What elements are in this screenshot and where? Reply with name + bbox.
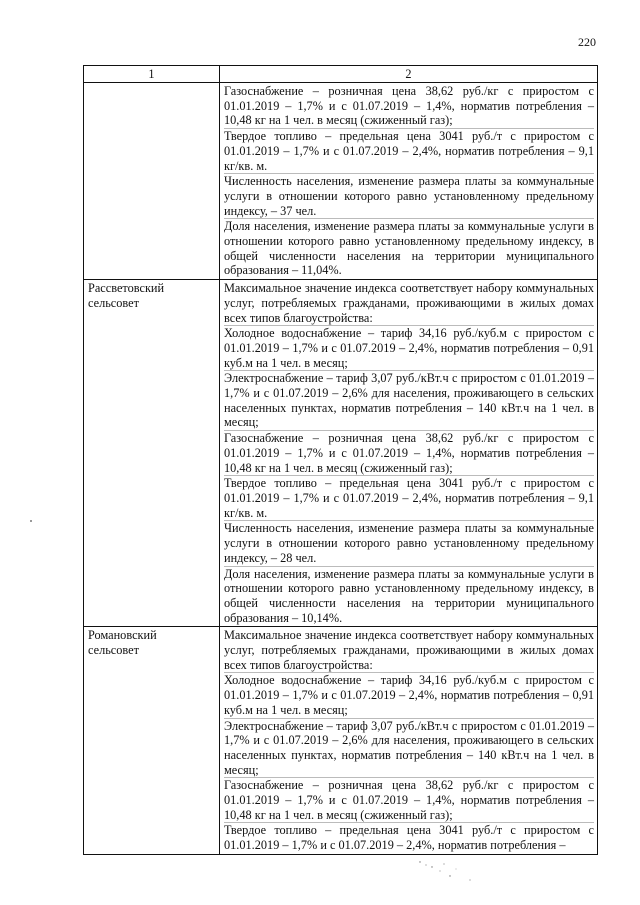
paragraph-max-index: Максимальное значение индекса соответствует набору коммунальных услуг, потребляемых гражданами, проживающими в жилых домах всех типов благоустройства: — [224, 628, 594, 672]
municipality-name-line: Романовский — [88, 628, 157, 643]
paragraph-gas: Газоснабжение – розничная цена 38,62 руб./кг с приростом с 01.01.2019 – 1,7% и с 01.07.2019 – 1,4%, норматив потребления – 10,48 кг на 1 чел. в месяц (сжиженный газ); — [224, 84, 594, 128]
index-description-cell — [220, 83, 598, 280]
table-row — [84, 83, 598, 280]
index-description-cell — [220, 280, 598, 627]
paragraph-population-share: Доля населения, изменение размера платы за коммунальные услуги в отношении которого равно установленному предельному индексу, в общей численности населения на территории муниципального образования – 11,04%. — [224, 219, 594, 278]
paragraph-population-count: Численность населения, изменение размера платы за коммунальные услуги в отношении которого равно установленному предельному индексу, – 37 чел. — [224, 174, 594, 218]
paragraph-gas: Газоснабжение – розничная цена 38,62 руб./кг с приростом с 01.01.2019 – 1,7% и с 01.07.2019 – 1,4%, норматив потребления – 10,48 кг на 1 чел. в месяц (сжиженный газ); — [224, 431, 594, 475]
column-header-1: 1 — [84, 66, 220, 83]
paragraph-population-count: Численность населения, изменение размера платы за коммунальные услуги в отношении которого равно установленному предельному индексу, – 28 чел. — [224, 521, 594, 565]
paragraph-electricity: Электроснабжение – тариф 3,07 руб./кВт.ч с приростом с 01.01.2019 – 1,7% и с 01.07.2019 – 2,6% для населения, проживающего в сельских населенных пунктах, норматив потребления – 140 кВт.ч на 1 чел. в месяц; — [224, 371, 594, 430]
column-header-2: 2 — [220, 66, 598, 83]
paragraph-electricity: Электроснабжение – тариф 3,07 руб./кВт.ч с приростом с 01.01.2019 – 1,7% и с 01.07.2019 – 2,6% для населения, проживающего в сельских населенных пунктах, норматив потребления – 140 кВт.ч на 1 чел. в месяц; — [224, 718, 594, 777]
table-row — [84, 280, 598, 627]
municipality-type-line: сельсовет — [88, 295, 139, 310]
table-header-row — [84, 66, 598, 83]
paragraph-population-share: Доля населения, изменение размера платы за коммунальные услуги в отношении которого равно установленному предельному индексу, в общей численности населения на территории муниципального образования – 10,14%. — [224, 566, 594, 625]
document-table — [83, 65, 598, 855]
municipality-name-cell — [84, 627, 220, 855]
paragraph-solid-fuel: Твердое топливо – предельная цена 3041 руб./т с приростом с 01.01.2019 – 1,7% и с 01.07.2019 – 2,4%, норматив потребления – 9,1 кг/кв. м. — [224, 476, 594, 520]
paragraph-max-index: Максимальное значение индекса соответствует набору коммунальных услуг, потребляемых гражданами, проживающими в жилых домах всех типов благоустройства: — [224, 281, 594, 325]
paragraph-gas: Газоснабжение – розничная цена 38,62 руб./кг с приростом с 01.01.2019 – 1,7% и с 01.07.2019 – 1,4%, норматив потребления – 10,48 кг на 1 чел. в месяц (сжиженный газ); — [224, 778, 594, 822]
table-row — [84, 627, 598, 855]
paragraph-solid-fuel: Твердое топливо – предельная цена 3041 руб./т с приростом с 01.01.2019 – 1,7% и с 01.07.2019 – 2,4%, норматив потребления – 9,1 кг/кв. м. — [224, 129, 594, 173]
municipality-name-cell — [84, 83, 220, 280]
paragraph-cold-water: Холодное водоснабжение – тариф 34,16 руб./куб.м с приростом с 01.01.2019 – 1,7% и с 01.07.2019 – 2,4%, норматив потребления – 0,91 куб.м на 1 чел. в месяц; — [224, 326, 594, 370]
scan-artifact-dot — [30, 520, 32, 522]
paragraph-solid-fuel: Твердое топливо – предельная цена 3041 руб./т с приростом с 01.01.2019 – 1,7% и с 01.07.2019 – 2,4%, норматив потребления – — [224, 823, 594, 853]
municipality-name-line: Рассветовский — [88, 281, 165, 296]
paragraph-cold-water: Холодное водоснабжение – тариф 34,16 руб./куб.м с приростом с 01.01.2019 – 1,7% и с 01.07.2019 – 2,4%, норматив потребления – 0,91 куб.м на 1 чел. в месяц; — [224, 673, 594, 717]
municipality-type-line: сельсовет — [88, 643, 139, 658]
index-description-cell — [220, 627, 598, 855]
municipality-name-cell — [84, 280, 220, 627]
page-number: 220 — [578, 35, 596, 49]
scan-artifact-marks — [410, 858, 490, 888]
